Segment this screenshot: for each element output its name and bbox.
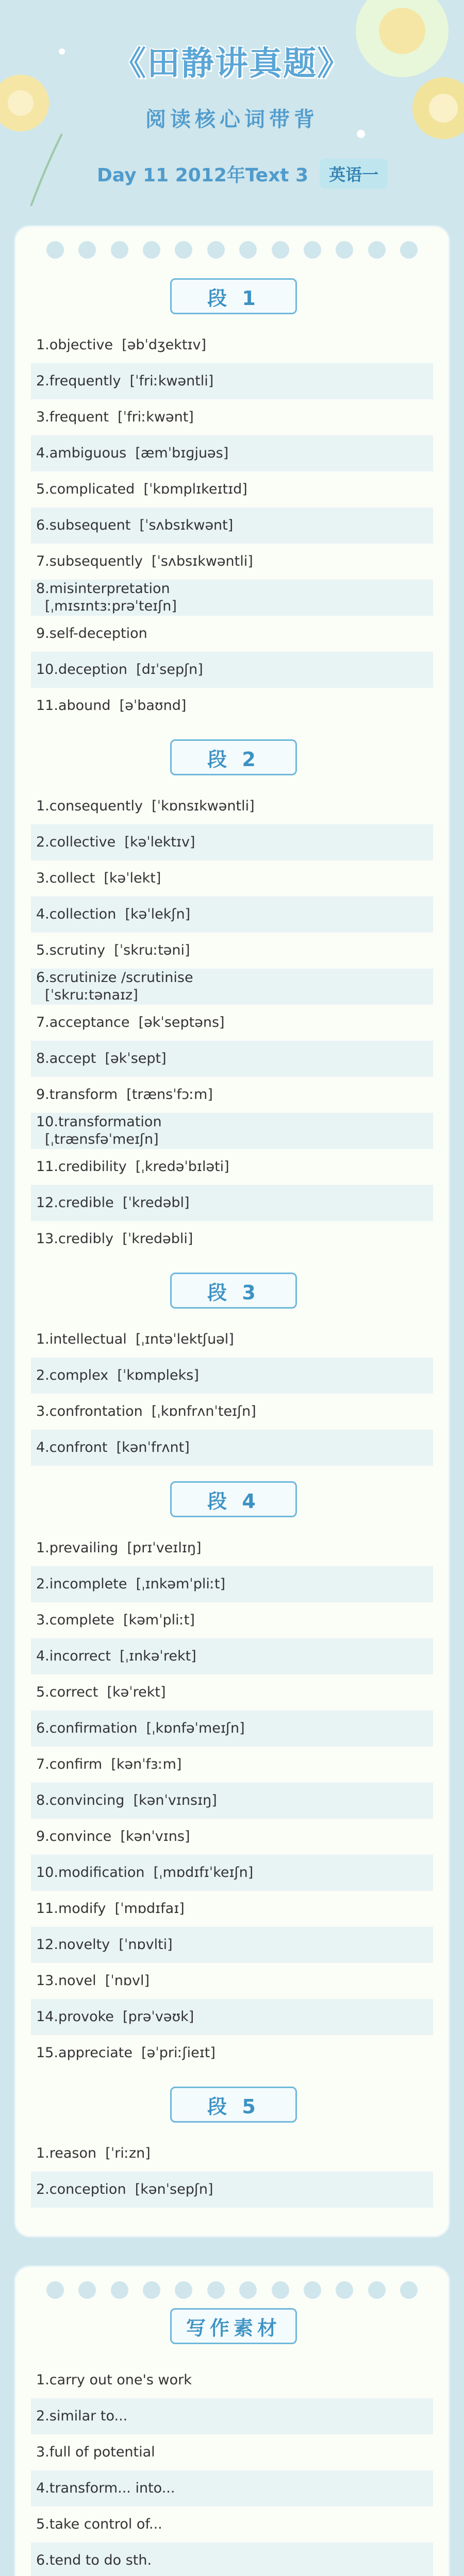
vocab-row: 11.modify [ˈmɒdɪfaɪ]	[36, 1901, 185, 1917]
vocab-row: 5.correct [kəˈrekt]	[36, 1684, 166, 1700]
writing-card	[15, 2267, 449, 2576]
vocab-card	[15, 227, 449, 2236]
writing-row: 6.tend to do sth.	[31, 2543, 433, 2576]
vocab-row: 2.complex [ˈkɒmpleks]	[31, 1358, 433, 1394]
vocab-row: 2.frequently [ˈfriːkwəntli]	[31, 363, 433, 399]
vocab-row: 10.transformation [ˌtrænsfəˈmeɪʃn]	[31, 1113, 433, 1149]
vocab-row: 15.appreciate [əˈpriːʃieɪt]	[36, 2045, 216, 2061]
vocab-row: 4.incorrect [ˌɪnkəˈrekt]	[31, 1638, 433, 1674]
writing-row: 4.transform... into...	[31, 2470, 433, 2506]
writing-row: 3.full of potential	[36, 2444, 155, 2460]
writing-row: 1.carry out one's work	[36, 2372, 192, 2388]
vocab-row: 8.misinterpretation [ˌmɪsɪntɜːprəˈteɪʃn]	[31, 580, 433, 616]
vocab-row: 3.frequent [ˈfriːkwənt]	[36, 409, 194, 425]
vocab-row: 11.credibility [ˌkredəˈbɪləti]	[36, 1159, 229, 1175]
vocab-row: 14.provoke [prəˈvəʊk]	[31, 1999, 433, 2035]
vocab-row: 7.acceptance [əkˈseptəns]	[36, 1014, 225, 1030]
vocab-row: 8.accept [əkˈsept]	[31, 1041, 433, 1077]
section-title-3: 段 3	[170, 1273, 297, 1309]
exam-badge: 英语一	[320, 159, 388, 189]
vocab-row: 3.collect [kəˈlekt]	[36, 870, 161, 886]
vocab-row: 1.reason [ˈriːzn]	[36, 2145, 151, 2161]
vocab-row: 10.deception [dɪˈsepʃn]	[31, 652, 433, 688]
header	[0, 0, 464, 206]
page-title: 《田静讲真题》	[113, 45, 351, 83]
vocab-row: 4.ambiguous [æmˈbɪɡjuəs]	[31, 435, 433, 471]
vocab-row: 9.convince [kənˈvɪns]	[36, 1828, 190, 1844]
section-title-writing: 写作素材	[170, 2308, 297, 2344]
vocab-row: 4.confront [kənˈfrʌnt]	[31, 1430, 433, 1466]
vocab-row: 3.complete [kəmˈpliːt]	[36, 1612, 195, 1628]
vocab-row: 9.transform [trænsˈfɔːm]	[36, 1087, 213, 1103]
day-label: Day 11 2012年Text 3	[97, 164, 309, 186]
vocab-row: 1.consequently [ˈkɒnsɪkwəntli]	[36, 798, 255, 814]
vocab-row: 5.scrutiny [ˈskruːtəni]	[36, 942, 190, 958]
page-subtitle: 阅读核心词带背	[145, 108, 319, 131]
vocab-row: 12.novelty [ˈnɒvlti]	[31, 1927, 433, 1963]
vocab-row: 5.complicated [ˈkɒmplɪkeɪtɪd]	[36, 481, 247, 497]
vocab-row: 7.confirm [kənˈfɜːm]	[36, 1756, 182, 1772]
vocab-row: 4.collection [kəˈlekʃn]	[31, 896, 433, 933]
binder-holes	[46, 241, 418, 259]
vocab-row: 1.prevailing [prɪˈveɪlɪŋ]	[36, 1540, 202, 1556]
section-title-4: 段 4	[170, 1481, 297, 1517]
vocab-row: 11.abound [əˈbaʊnd]	[36, 698, 187, 714]
vocab-row: 7.subsequently [ˈsʌbsɪkwəntli]	[36, 553, 253, 569]
vocab-row: 13.credibly [ˈkredəbli]	[36, 1231, 193, 1247]
day-line	[97, 157, 388, 190]
vocab-row: 9.self-deception	[36, 625, 147, 641]
vocab-row: 6.subsequent [ˈsʌbsɪkwənt]	[31, 507, 433, 544]
vocab-row: 12.credible [ˈkredəbl]	[31, 1185, 433, 1221]
writing-row: 5.take control of...	[36, 2516, 162, 2532]
vocab-row: 3.confrontation [ˌkɒnfrʌnˈteɪʃn]	[36, 1403, 256, 1419]
binder-holes	[46, 2281, 418, 2299]
vocab-row: 13.novel [ˈnɒvl]	[36, 1973, 150, 1989]
section-title-1: 段 1	[170, 278, 297, 314]
vocab-row: 1.intellectual [ˌɪntəˈlektʃuəl]	[36, 1331, 234, 1347]
section-title-5: 段 5	[170, 2087, 297, 2123]
section-title-2: 段 2	[170, 739, 297, 775]
vocab-row: 2.collective [kəˈlektɪv]	[31, 824, 433, 860]
vocab-row: 8.convincing [kənˈvɪnsɪŋ]	[31, 1783, 433, 1819]
vocab-row: 10.modification [ˌmɒdɪfɪˈkeɪʃn]	[31, 1855, 433, 1891]
vocab-row: 6.scrutinize /scrutinise [ˈskruːtənaɪz]	[31, 969, 433, 1005]
vocab-row: 2.incomplete [ˌɪnkəmˈpliːt]	[31, 1566, 433, 1602]
vocab-row: 1.objective [əbˈdʒektɪv]	[36, 337, 207, 353]
vocab-row: 2.conception [kənˈsepʃn]	[31, 2172, 433, 2208]
writing-row: 2.similar to...	[31, 2398, 433, 2434]
vocab-row: 6.confirmation [ˌkɒnfəˈmeɪʃn]	[31, 1710, 433, 1747]
